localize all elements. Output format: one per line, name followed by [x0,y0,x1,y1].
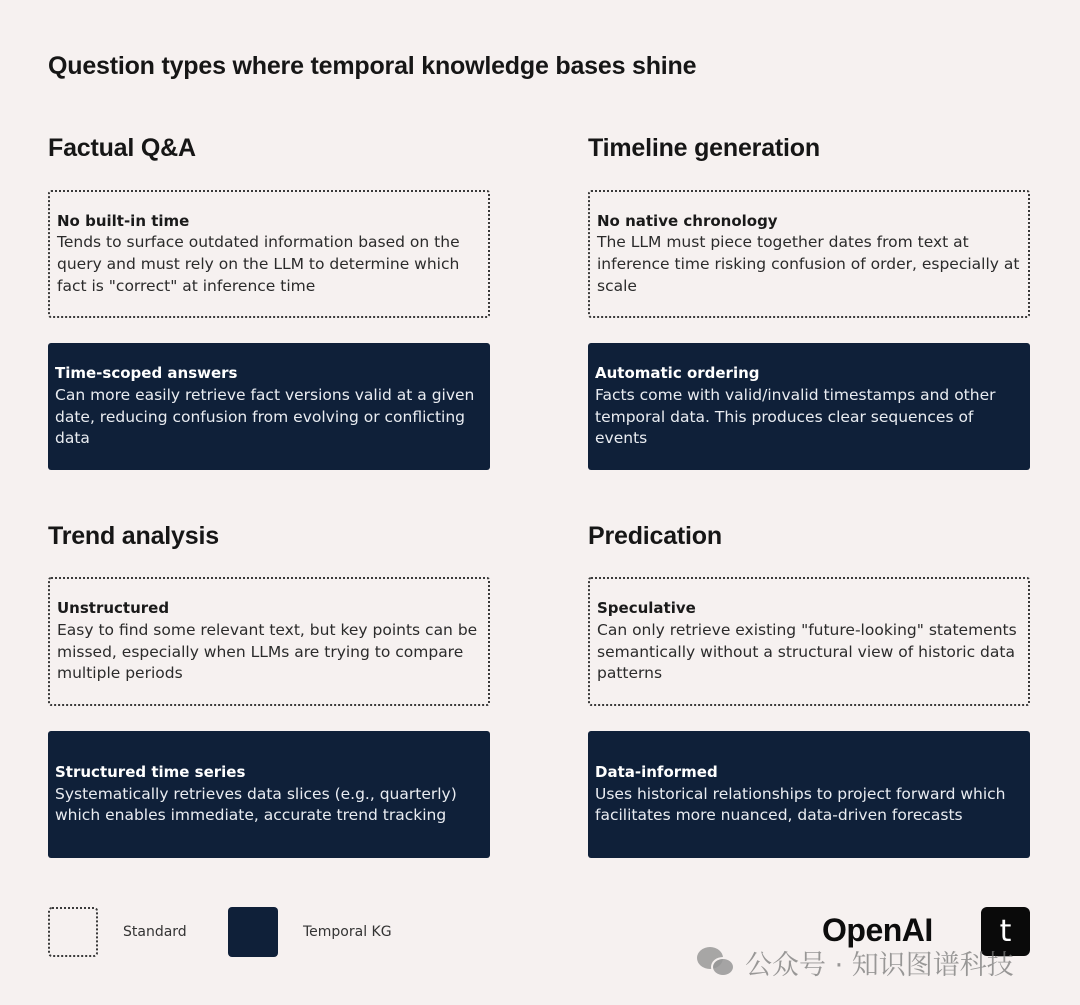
section-heading-trend-analysis: Trend analysis [48,522,219,550]
box-title: Time-scoped answers [55,364,238,383]
legend-swatch-standard [48,907,98,957]
box-body: The LLM must piece together dates from text at inference time risking confusion of order, especially at scale [597,233,1020,295]
box-body: Systematically retrieves data slices (e.g., quarterly) which enables immediate, accurate trend tracking [55,784,457,825]
watermark-text: 公众号 · 知识图谱科技 [745,950,1014,981]
box-title: No native chronology [597,211,778,230]
box-title: Structured time series [55,762,246,781]
legend-label-temporal-kg: Temporal KG [303,924,392,940]
box-body: Can more easily retrieve fact versions valid at a given date, reducing confusion from evolving or conflicting data [55,385,475,448]
legend-swatch-temporal-kg [228,907,278,957]
standard-box-predication [588,577,1030,706]
box-title: Data-informed [595,762,718,781]
box-body: Easy to find some relevant text, but key points can be missed, especially when LLMs are trying to compare multiple periods [57,620,478,683]
box-title: No built-in time [57,211,190,230]
temporal-box-factual-qa [48,343,490,470]
wechat-icon [697,945,739,981]
box-body: Tends to surface outdated information based on the query and must rely on the LLM to determine which fact is "correct" at inference time [57,233,460,295]
standard-box-trend-analysis [48,577,490,706]
section-heading-predication: Predication [588,522,722,550]
standard-box-factual-qa [48,190,490,318]
box-title: Speculative [597,599,696,618]
legend-label-standard: Standard [123,924,187,940]
box-body: Can only retrieve existing "future-looking" statements semantically without a structural view of historic data patterns [597,620,1017,683]
openai-logo: OpenAI [822,912,933,948]
t-logo-icon: t [981,907,1030,956]
box-body: Facts come with valid/invalid timestamps and other temporal data. This produces clear sequences of events [595,385,996,448]
section-heading-timeline-generation: Timeline generation [588,134,820,162]
standard-box-timeline-generation [588,190,1030,318]
page-title: Question types where temporal knowledge bases shine [48,52,697,80]
temporal-box-trend-analysis [48,731,490,858]
section-heading-factual-qa: Factual Q&A [48,134,196,162]
box-title: Automatic ordering [595,364,760,383]
box-body: Uses historical relationships to project forward which facilitates more nuanced, data-driven forecasts [595,784,1006,825]
box-title: Unstructured [57,599,170,618]
temporal-box-predication [588,731,1030,858]
temporal-box-timeline-generation [588,343,1030,470]
watermark [697,943,1014,982]
